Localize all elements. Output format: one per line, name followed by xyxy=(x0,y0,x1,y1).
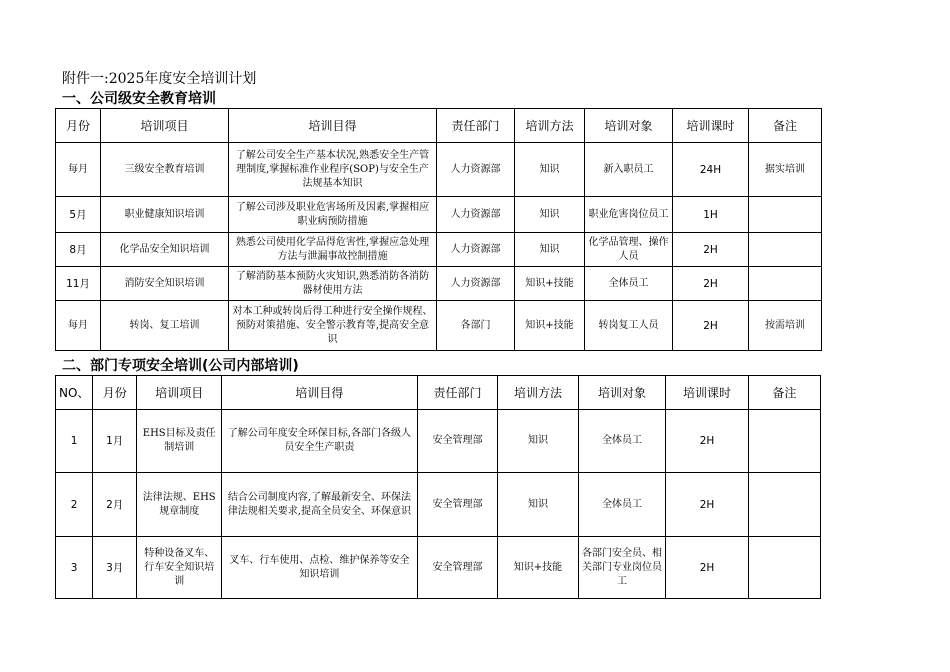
col-header-method: 培训方法 xyxy=(515,109,585,143)
cell-target: 全体员工 xyxy=(585,267,673,301)
cell-month: 5月 xyxy=(56,197,101,233)
cell-hours: 2H xyxy=(666,410,748,473)
document-title: 附件一:2025年度安全培训计划 xyxy=(62,71,257,87)
cell-item: 职业健康知识培训 xyxy=(101,197,229,233)
col-header-dept: 责任部门 xyxy=(417,376,497,410)
cell-goal: 结合公司制度内容,了解最新安全、环保法律法规相关要求,提高全员安全、环保意识 xyxy=(221,473,417,537)
cell-method: 知识 xyxy=(498,410,578,473)
cell-target: 转岗复工人员 xyxy=(585,301,673,351)
col-header-note: 备注 xyxy=(748,376,820,410)
col-header-method: 培训方法 xyxy=(498,376,578,410)
cell-method: 知识 xyxy=(515,233,585,267)
col-header-item: 培训项目 xyxy=(101,109,229,143)
cell-note: 据实培训 xyxy=(749,143,822,197)
col-header-goal: 培训目得 xyxy=(229,109,437,143)
cell-month: 3月 xyxy=(93,537,137,599)
cell-dept: 人力资源部 xyxy=(437,197,515,233)
cell-target: 化学品管理、操作人员 xyxy=(585,233,673,267)
cell-dept: 人力资源部 xyxy=(437,233,515,267)
table-row xyxy=(56,197,822,233)
company-training-table xyxy=(55,108,822,351)
cell-goal: 对本工种或转岗后得工种进行安全操作规程、预防对策措施、安全警示教育等,提高安全意识 xyxy=(229,301,437,351)
cell-month: 1月 xyxy=(93,410,137,473)
col-header-note: 备注 xyxy=(749,109,822,143)
table-row xyxy=(56,301,822,351)
cell-hours: 2H xyxy=(666,537,748,599)
cell-month: 2月 xyxy=(93,473,137,537)
cell-no: 3 xyxy=(56,537,93,599)
cell-dept: 安全管理部 xyxy=(417,537,497,599)
section2-title: 二、部门专项安全培训(公司内部培训) xyxy=(62,358,299,374)
col-header-month: 月份 xyxy=(56,109,101,143)
cell-goal: 了解消防基本预防火灾知识,熟悉消防各消防器材使用方法 xyxy=(229,267,437,301)
cell-no: 1 xyxy=(56,410,93,473)
cell-hours: 24H xyxy=(673,143,749,197)
table-header-row xyxy=(56,376,821,410)
cell-note xyxy=(749,197,822,233)
col-header-dept: 责任部门 xyxy=(437,109,515,143)
cell-item: 转岗、复工培训 xyxy=(101,301,229,351)
col-header-goal: 培训目得 xyxy=(221,376,417,410)
cell-item: 化学品安全知识培训 xyxy=(101,233,229,267)
table-row xyxy=(56,233,822,267)
cell-goal: 熟悉公司使用化学品得危害性,掌握应急处理方法与泄漏事故控制措施 xyxy=(229,233,437,267)
cell-hours: 1H xyxy=(673,197,749,233)
cell-target: 全体员工 xyxy=(578,473,666,537)
cell-dept: 人力资源部 xyxy=(437,143,515,197)
table-row xyxy=(56,473,821,537)
cell-method: 知识+技能 xyxy=(515,267,585,301)
cell-method: 知识+技能 xyxy=(498,537,578,599)
cell-method: 知识 xyxy=(515,143,585,197)
cell-hours: 2H xyxy=(666,473,748,537)
cell-dept: 人力资源部 xyxy=(437,267,515,301)
cell-item: 特种设备叉车、行车安全知识培训 xyxy=(137,537,222,599)
cell-month: 每月 xyxy=(56,301,101,351)
cell-goal: 了解公司年度安全环保目标,各部门各级人员安全生产职责 xyxy=(221,410,417,473)
cell-no: 2 xyxy=(56,473,93,537)
cell-note xyxy=(749,267,822,301)
col-header-hours: 培训课时 xyxy=(666,376,748,410)
cell-month: 每月 xyxy=(56,143,101,197)
cell-goal: 叉车、行车使用、点检、维护保养等安全知识培训 xyxy=(221,537,417,599)
cell-target: 新入职员工 xyxy=(585,143,673,197)
cell-note xyxy=(748,473,820,537)
col-header-no: NO、 xyxy=(56,376,93,410)
cell-note xyxy=(749,233,822,267)
section1-title: 一、公司级安全教育培训 xyxy=(62,91,216,107)
cell-item: 法律法规、EHS规章制度 xyxy=(137,473,222,537)
cell-dept: 安全管理部 xyxy=(417,473,497,537)
cell-target: 职业危害岗位员工 xyxy=(585,197,673,233)
col-header-target: 培训对象 xyxy=(578,376,666,410)
cell-month: 11月 xyxy=(56,267,101,301)
cell-goal: 了解公司安全生产基本状况,熟悉安全生产管理制度,掌握标准作业程序(SOP)与安全生产法规基本知识 xyxy=(229,143,437,197)
cell-target: 全体员工 xyxy=(578,410,666,473)
cell-target: 各部门安全员、相关部门专业岗位员工 xyxy=(578,537,666,599)
table-row xyxy=(56,267,822,301)
col-header-item: 培训项目 xyxy=(137,376,222,410)
col-header-month: 月份 xyxy=(93,376,137,410)
cell-method: 知识 xyxy=(498,473,578,537)
cell-dept: 安全管理部 xyxy=(417,410,497,473)
cell-hours: 2H xyxy=(673,301,749,351)
cell-item: 三级安全教育培训 xyxy=(101,143,229,197)
cell-goal: 了解公司涉及职业危害场所及因素,掌握相应职业病预防措施 xyxy=(229,197,437,233)
table-row xyxy=(56,143,822,197)
cell-item: EHS目标及责任制培训 xyxy=(137,410,222,473)
cell-note xyxy=(748,537,820,599)
cell-month: 8月 xyxy=(56,233,101,267)
cell-method: 知识+技能 xyxy=(515,301,585,351)
cell-hours: 2H xyxy=(673,233,749,267)
cell-hours: 2H xyxy=(673,267,749,301)
table-header-row xyxy=(56,109,822,143)
cell-note xyxy=(748,410,820,473)
cell-dept: 各部门 xyxy=(437,301,515,351)
cell-note: 按需培训 xyxy=(749,301,822,351)
department-training-table xyxy=(55,375,821,599)
cell-item: 消防安全知识培训 xyxy=(101,267,229,301)
col-header-target: 培训对象 xyxy=(585,109,673,143)
cell-method: 知识 xyxy=(515,197,585,233)
table-row xyxy=(56,410,821,473)
table-row xyxy=(56,537,821,599)
col-header-hours: 培训课时 xyxy=(673,109,749,143)
